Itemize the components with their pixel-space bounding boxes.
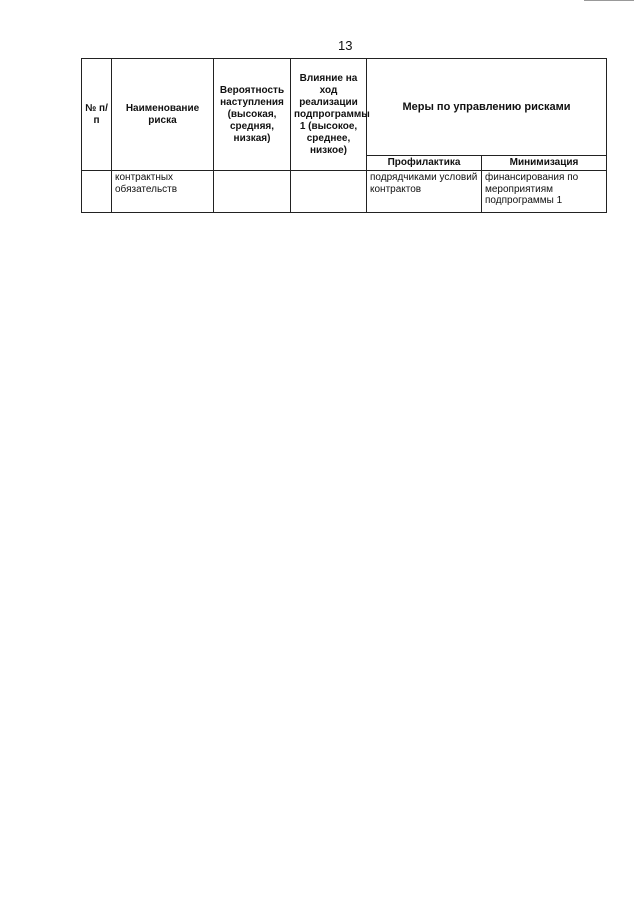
cell-prevention: подрядчиками условий контрактов: [367, 171, 482, 213]
table-header-row: [82, 59, 607, 156]
scan-edge-mark: [584, 0, 634, 1]
header-minimization: Минимизация: [482, 156, 607, 171]
cell-impact: [291, 171, 367, 213]
cell-probability: [214, 171, 291, 213]
header-probability: Вероятность наступления (высокая, средняя, низкая): [214, 59, 291, 171]
cell-risk-name: контрактных обязательств: [112, 171, 214, 213]
page-number: 13: [338, 38, 353, 53]
header-impact: Влияние на ход реализации подпрограммы 1 (высокое, среднее, низкое): [291, 59, 367, 171]
header-risk-name: Наименование риска: [112, 59, 214, 171]
table-row: [82, 171, 607, 213]
cell-number: [82, 171, 112, 213]
risk-management-table: [81, 58, 607, 213]
header-number: № п/п: [82, 59, 112, 171]
header-measures: Меры по управлению рисками: [367, 59, 607, 156]
header-prevention: Профилактика: [367, 156, 482, 171]
cell-minimization: финансирования по мероприятиям подпрограммы 1: [482, 171, 607, 213]
